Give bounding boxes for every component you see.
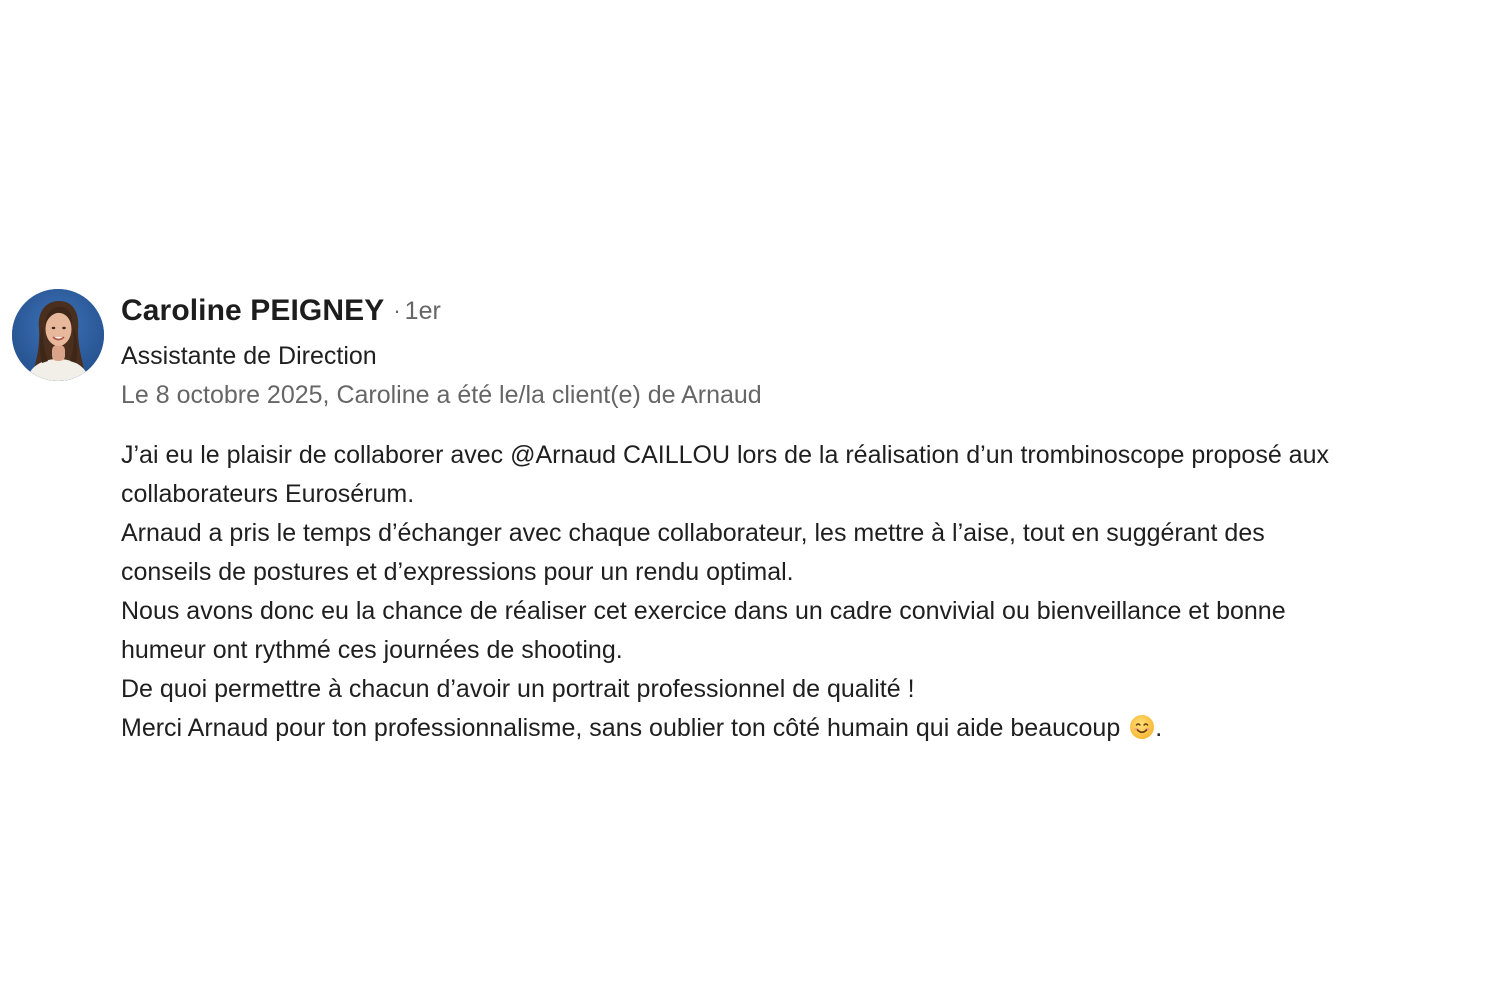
last-line-trailing: . (1155, 714, 1163, 742)
recommendation-line: collaborateurs Eurosérum. (121, 480, 415, 508)
author-name-line (121, 289, 1481, 333)
author-headline: Assistante de Direction (121, 342, 377, 370)
recommendation-line: humeur ont rythmé ces journées de shooting. (121, 636, 623, 664)
connection-separator: · (393, 298, 401, 323)
recommendation-last-line (121, 709, 1491, 748)
recommendation-header (121, 289, 1481, 414)
recommendation-line: Arnaud a pris le temps d’échanger avec chaque collaborateur, les mettre à l’aise, tout en suggérant des (121, 519, 1265, 547)
last-line-text: Merci Arnaud pour ton professionnalisme, sans oublier ton côté humain qui aide beaucoup (121, 714, 1128, 742)
recommendation-line: conseils de postures et d’expressions pour un rendu optimal. (121, 558, 794, 586)
smiling-face-emoji-icon (1129, 714, 1155, 740)
recommendation-line: De quoi permettre à chacun d’avoir un portrait professionnel de qualité ! (121, 675, 915, 703)
profile-photo-avatar-icon (12, 289, 104, 381)
recommendation-context: Le 8 octobre 2025, Caroline a été le/la client(e) de Arnaud (121, 381, 762, 409)
connection-degree: 1er (404, 296, 441, 325)
recommendation-line: J’ai eu le plaisir de collaborer avec @Arnaud CAILLOU lors de la réalisation d’un trombinoscope proposé aux (121, 441, 1329, 469)
author-name[interactable]: Caroline PEIGNEY (121, 294, 385, 327)
author-avatar[interactable] (12, 289, 104, 381)
recommendation-line: Nous avons donc eu la chance de réaliser cet exercice dans un cadre convivial ou bienveillance et bonne (121, 597, 1286, 625)
recommendation-text (121, 436, 1491, 748)
